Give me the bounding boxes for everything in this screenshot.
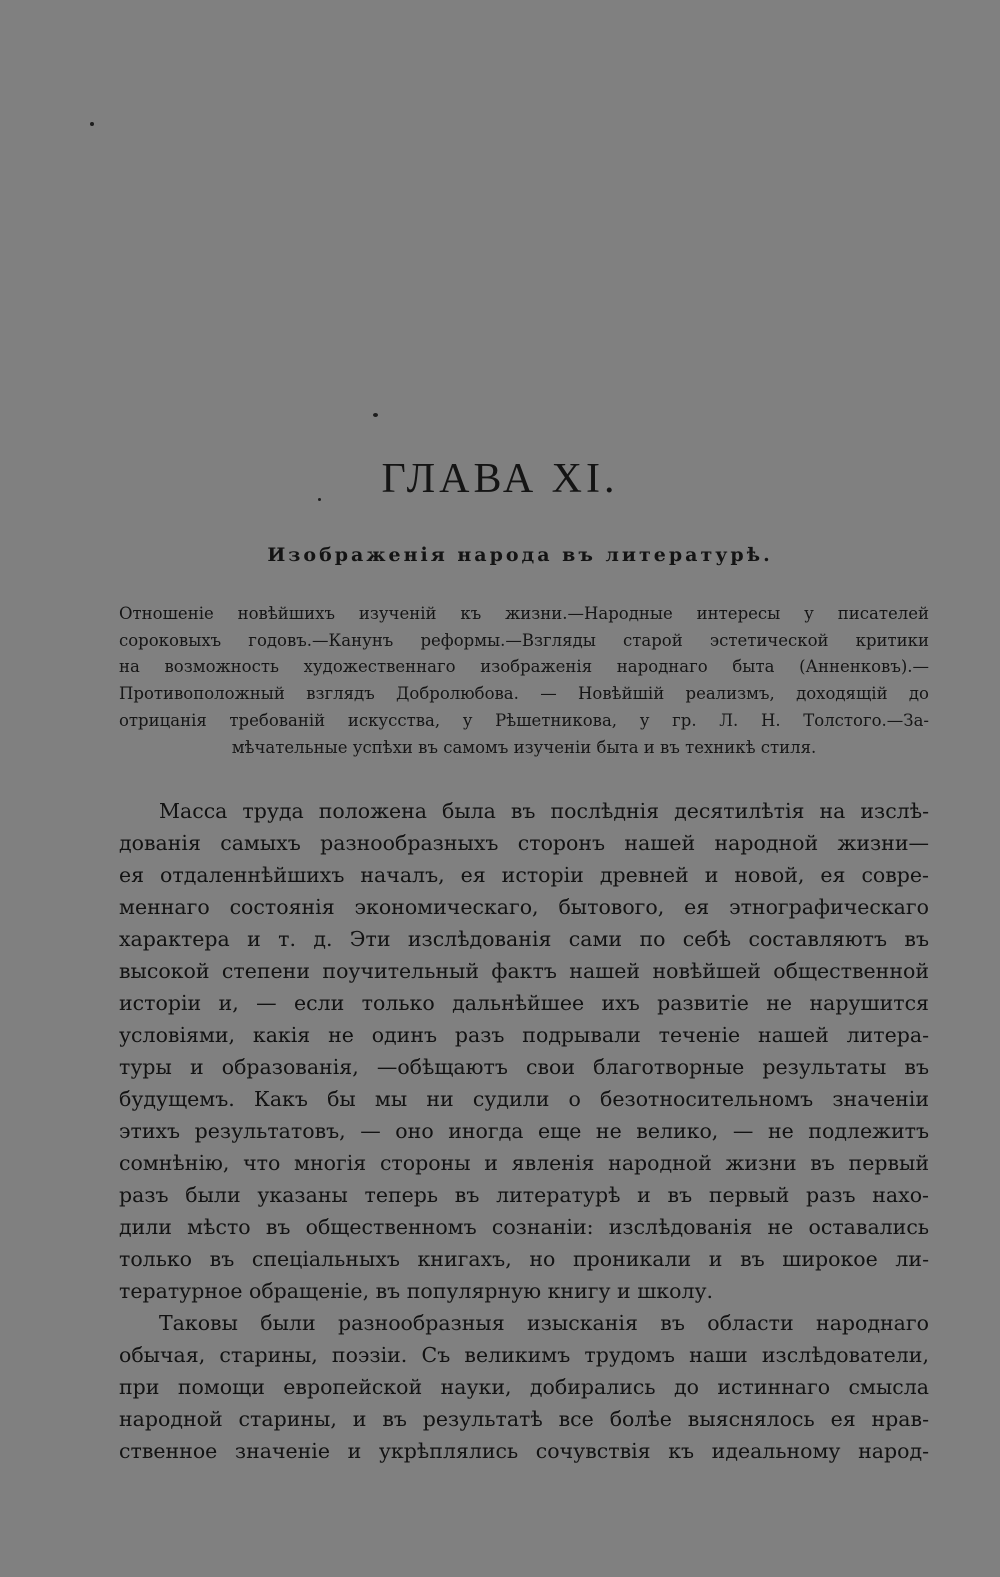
body-text <box>119 795 929 1467</box>
body-line: разъ были указаны теперь въ литературѣ и въ первый разъ нахо- <box>119 1183 929 1207</box>
body-line: меннаго состоянія экономическаго, бытового, ея этнографическаго <box>119 895 929 919</box>
body-line: при помощи европейской науки, добирались до истиннаго смысла <box>119 1375 929 1399</box>
body-line: высокой степени поучительный фактъ нашей новѣйшей общественной <box>119 959 929 983</box>
body-line: ея отдаленнѣйшихъ началъ, ея исторіи древней и новой, ея совре- <box>119 863 929 887</box>
body-line: характера и т. д. Эти изслѣдованія сами по себѣ составляютъ въ <box>119 927 929 951</box>
summary-line: сороковыхъ годовъ.—Канунъ реформы.—Взгляды старой эстетической критики <box>119 630 929 650</box>
body-line: сомнѣнію, что многія стороны и явленія народной жизни въ первый <box>119 1151 929 1175</box>
body-line: этихъ результатовъ, — оно иногда еще не велико, — не подлежитъ <box>119 1119 929 1143</box>
summary-line: мѣчательные успѣхи въ самомъ изученіи быта и въ техникѣ стиля. <box>231 737 817 757</box>
summary-line: Отношеніе новѣйшихъ изученій къ жизни.—Народные интересы у писателей <box>119 604 929 623</box>
body-line: обычая, старины, поэзіи. Съ великимъ трудомъ наши изслѣдователи, <box>119 1343 929 1367</box>
body-line: тературное обращеніе, въ популярную книгу и школу. <box>119 1279 714 1303</box>
body-line: туры и образованія, —обѣщаютъ свои благотворные результаты въ <box>119 1055 929 1079</box>
body-line: будущемъ. Какъ бы мы ни судили о безотносительномъ значеніи <box>119 1087 929 1111</box>
body-line: Таковы были разнообразныя изысканія въ области народнаго <box>159 1311 929 1335</box>
print-speck <box>90 122 94 126</box>
body-line: народной старины, и въ результатѣ все болѣе выяснялось ея нрав- <box>119 1407 929 1431</box>
chapter-summary <box>119 601 929 761</box>
chapter-title: ГЛАВА XI. <box>381 456 619 502</box>
print-speck <box>373 413 378 417</box>
body-line: дованія самыхъ разнообразныхъ сторонъ нашей народной жизни— <box>119 831 929 855</box>
body-line: ственное значеніе и укрѣплялись сочувствія къ идеальному народ- <box>119 1439 929 1463</box>
chapter-subtitle: Изображенія народа въ литературѣ. <box>267 544 773 566</box>
body-line: только въ спеціальныхъ книгахъ, но проникали и въ широкое ли- <box>119 1247 929 1271</box>
summary-line: Противоположный взглядъ Добролюбова. — Новѣйшій реализмъ, доходящій до <box>119 684 929 704</box>
summary-line: отрицанія требованій искусства, у Рѣшетникова, у гр. Л. Н. Толстого.—За- <box>119 710 929 730</box>
body-line: Масса труда положена была въ послѣднія десятилѣтія на изслѣ- <box>159 799 929 823</box>
body-line: дили мѣсто въ общественномъ сознаніи: изслѣдованія не оставались <box>119 1215 929 1239</box>
summary-line: на возможность художественнаго изображенія народнаго быта (Анненковъ).— <box>119 657 929 677</box>
body-line: условіями, какія не одинъ разъ подрывали теченіе нашей литера- <box>119 1023 929 1047</box>
body-line: исторіи и, — если только дальнѣйшее ихъ развитіе не нарушится <box>119 991 929 1015</box>
